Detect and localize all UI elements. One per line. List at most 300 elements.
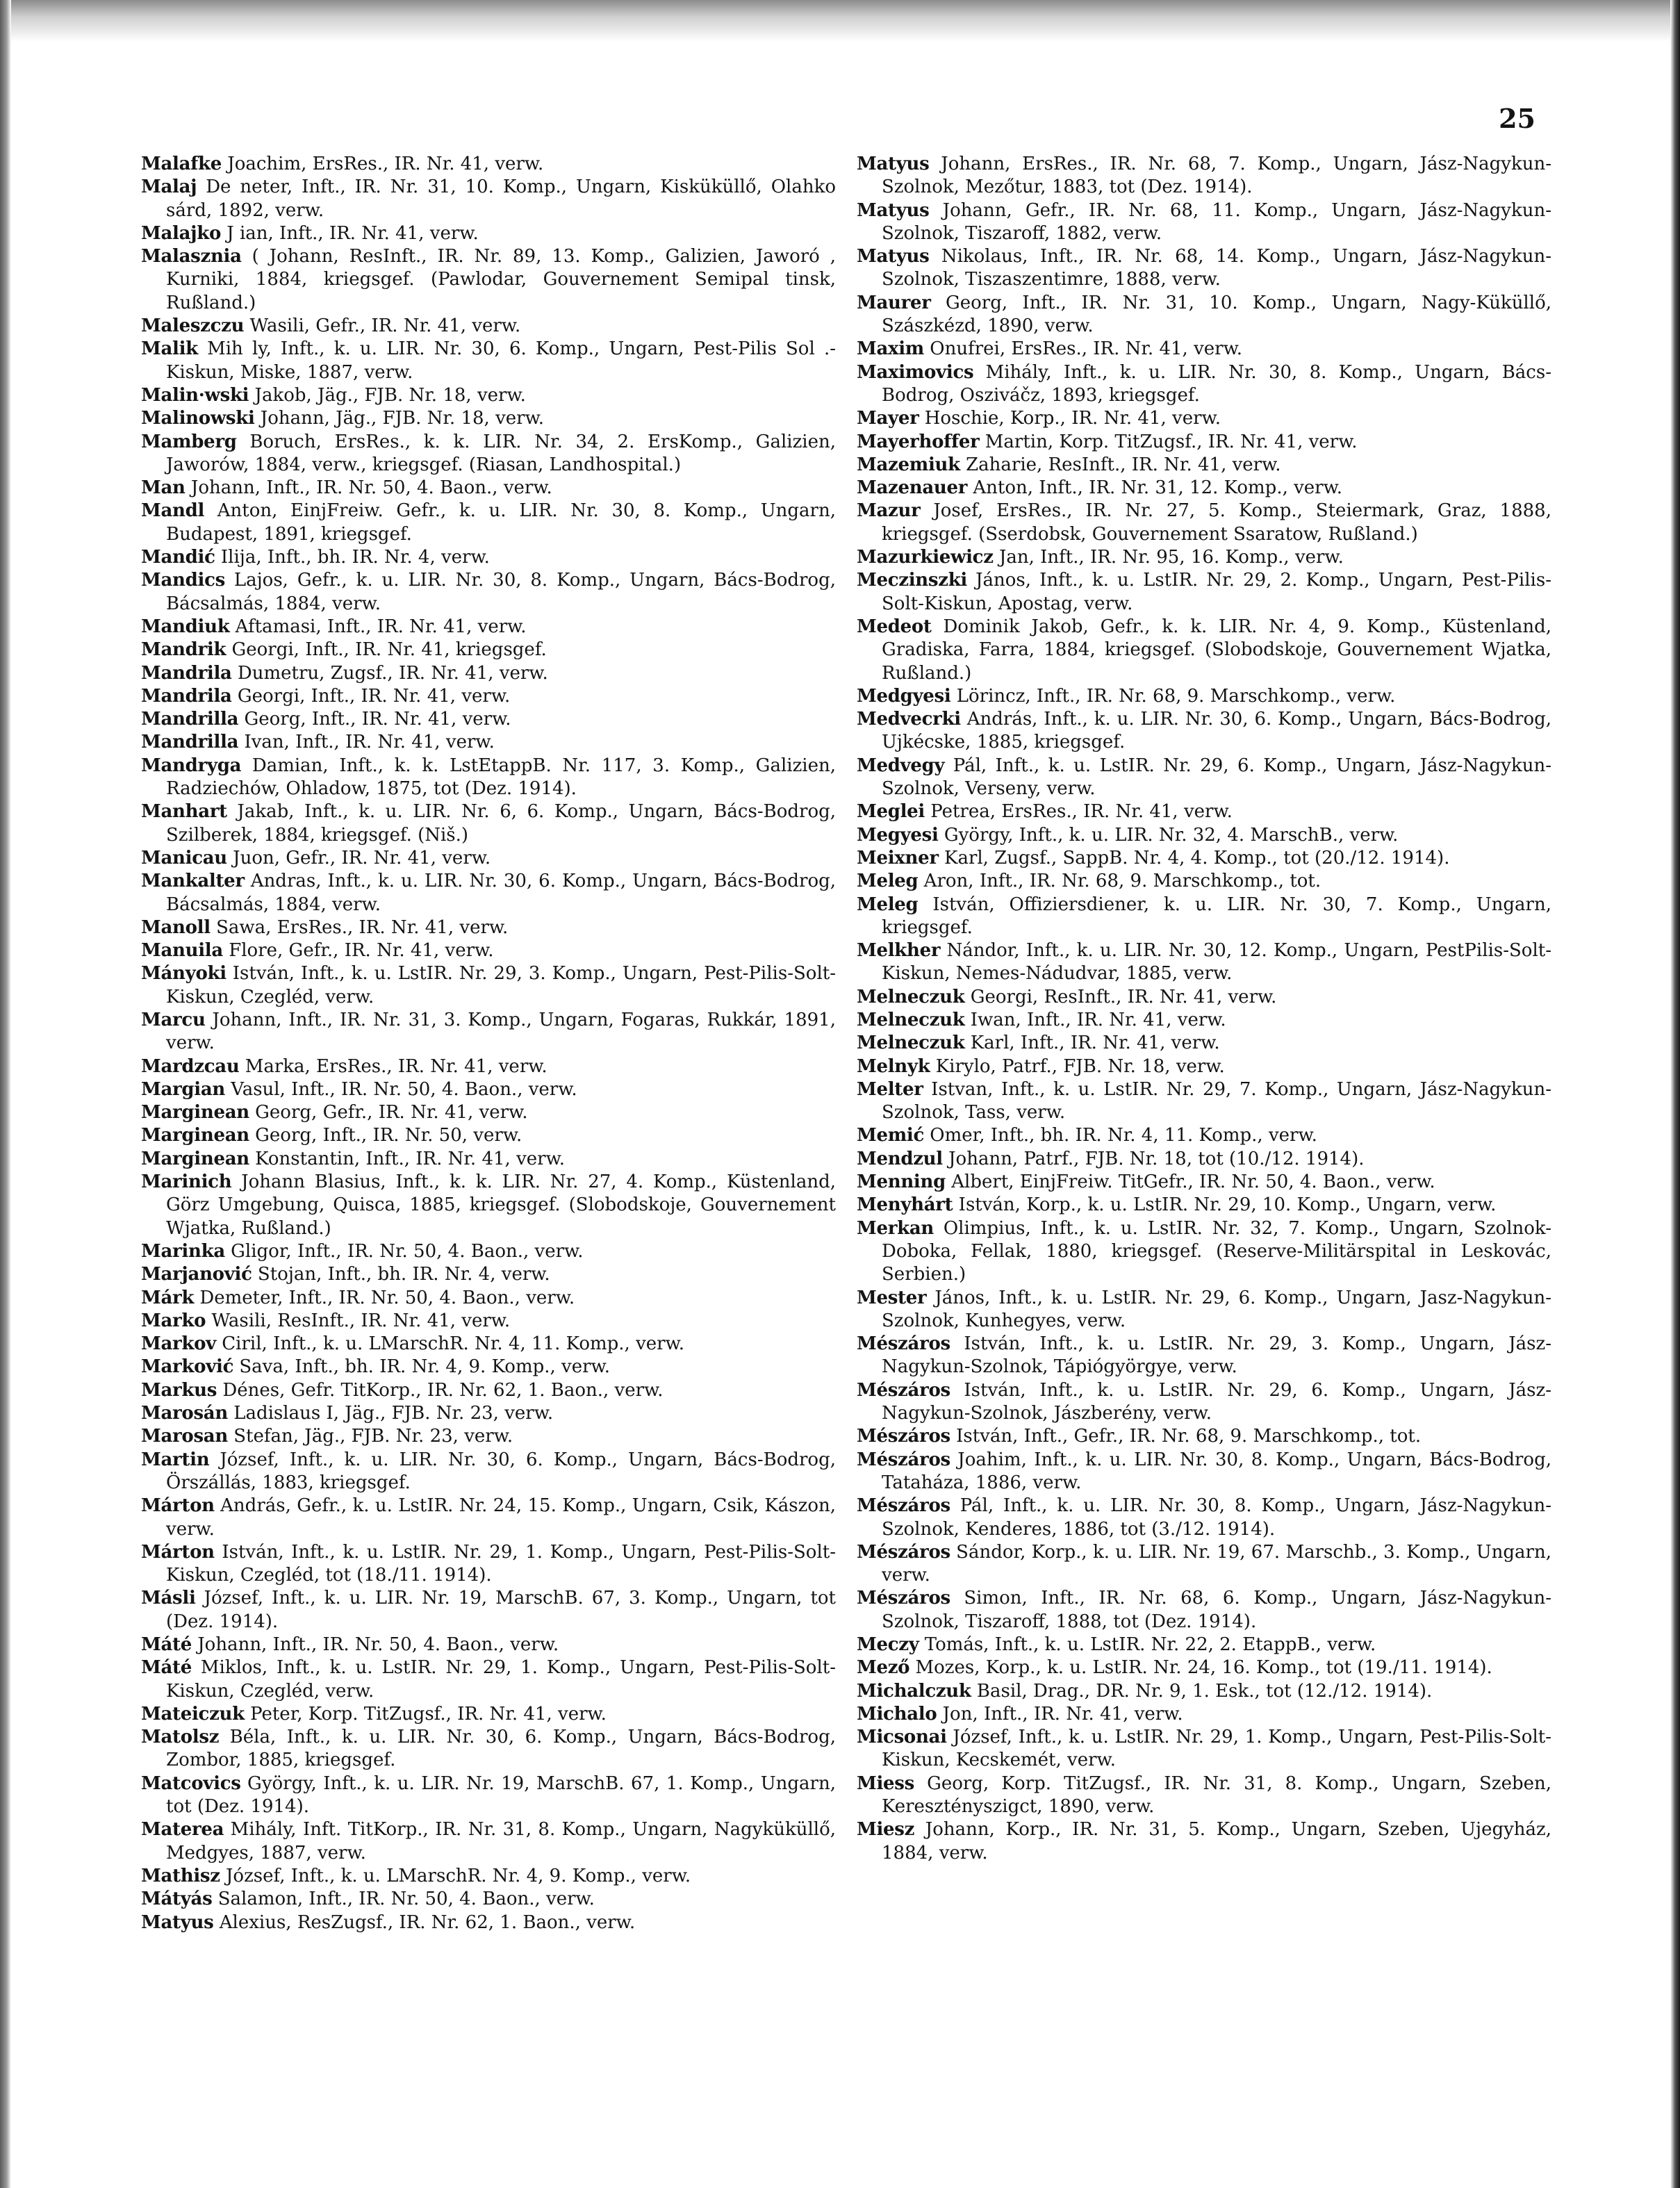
- casualty-entry: [857, 1194, 1551, 1217]
- entry-details: Nándor, Inft., k. u. LIR. Nr. 30, 12. Komp., Ungarn, PestPilis-Solt-Kiskun, Nemes-Nádudvar, 1885, verw.: [882, 940, 1551, 985]
- entry-details: István, Inft., Gefr., IR. Nr. 68, 9. Marschkomp., tot.: [950, 1426, 1422, 1447]
- casualty-entry: [857, 1032, 1551, 1055]
- entry-surname: Michalczuk: [857, 1680, 971, 1702]
- entry-surname: Michalo: [857, 1703, 937, 1725]
- entry-surname: Medgyesi: [857, 685, 951, 707]
- casualty-entry: [857, 685, 1551, 708]
- entry-surname: Mendzul: [857, 1148, 943, 1169]
- entry-surname: Mazenauer: [857, 477, 968, 499]
- entry-surname: Mandrik: [141, 639, 227, 661]
- casualty-entry: [141, 639, 836, 661]
- casualty-entry: [141, 1078, 836, 1101]
- entry-surname: Mazurkiewicz: [857, 547, 994, 568]
- entry-details: Sándor, Korp., k. u. LIR. Nr. 19, 67. Marschb., 3. Komp., Ungarn, verw.: [882, 1541, 1551, 1586]
- casualty-entry: [141, 1240, 836, 1263]
- entry-details: Karl, Zugsf., SappB. Nr. 4, 4. Komp., tot (20./12. 1914).: [938, 847, 1450, 869]
- entry-surname: Mathisz: [141, 1865, 220, 1886]
- entry-details: Hoschie, Korp., IR. Nr. 41, verw.: [919, 408, 1221, 429]
- entry-details: Mihály, Inft., k. u. LIR. Nr. 30, 8. Komp., Ungarn, Bács-Bodrog, Osziváčz, 1893, kriegsgef.: [882, 361, 1551, 406]
- casualty-entry: [857, 1055, 1551, 1078]
- entry-details: Johann, ErsRes., IR. Nr. 68, 7. Komp., Ungarn, Jász-Nagykun-Szolnok, Mezőtur, 1883, tot (Dez. 1914).: [882, 154, 1551, 198]
- casualty-entry: [141, 870, 836, 916]
- casualty-entry: [857, 824, 1551, 847]
- entry-details: György, Inft., k. u. LIR. Nr. 19, MarschB. 67, 1. Komp., Ungarn, tot (Dez. 1914).: [166, 1772, 836, 1818]
- entry-details: Damian, Inft., k. k. LstEtappB. Nr. 117, 3. Komp., Galizien, Radziechów, Ohladow, 1875, tot (Dez. 1914).: [166, 755, 836, 800]
- entry-surname: Marosán: [141, 1403, 228, 1424]
- casualty-entry: [857, 431, 1551, 454]
- entry-details: Georgi, Inft., IR. Nr. 41, kriegsgef.: [226, 639, 547, 661]
- entry-surname: Mészáros: [857, 1379, 950, 1401]
- entry-surname: Melneczuk: [857, 986, 965, 1007]
- entry-surname: Melneczuk: [857, 1009, 965, 1030]
- entry-details: Karl, Inft., IR. Nr. 41, verw.: [964, 1033, 1220, 1054]
- casualty-entry: [857, 1171, 1551, 1194]
- entry-details: Flore, Gefr., IR. Nr. 41, verw.: [222, 940, 494, 962]
- casualty-entry: [141, 1148, 836, 1171]
- entry-details: Johann, Gefr., IR. Nr. 68, 11. Komp., Ungarn, Jász-Nagykun-Szolnok, Tiszaroff, 1882, verw.: [882, 199, 1551, 244]
- entry-surname: Marginean: [141, 1102, 249, 1124]
- entry-surname: Matyus: [141, 1911, 214, 1933]
- casualty-entry: [141, 1818, 836, 1865]
- casualty-entry: [857, 500, 1551, 546]
- casualty-entry: [857, 338, 1551, 361]
- entry-details: Johann, Inft., IR. Nr. 31, 3. Komp., Ungarn, Fogaras, Rukkár, 1891, verw.: [166, 1009, 836, 1054]
- scan-edge-left: [0, 0, 11, 2188]
- casualty-entry: [141, 1310, 836, 1333]
- entry-details: Josef, ErsRes., IR. Nr. 27, 5. Komp., Steiermark, Graz, 1888, kriegsgef. (Sserdobsk, Gouvernement Ssaratow, Rußland.): [882, 500, 1551, 545]
- casualty-entry: [141, 939, 836, 962]
- casualty-entry: [857, 477, 1551, 500]
- entry-surname: Mandrilla: [141, 732, 239, 753]
- casualty-entry: [857, 708, 1551, 755]
- entry-details: Onufrei, ErsRes., IR. Nr. 41, verw.: [924, 338, 1243, 360]
- entry-details: Johann Blasius, Inft., k. k. LIR. Nr. 27, 4. Komp., Küstenland, Görz Umgebung, Quisca, 1885, kriegsgef. (Slobodskoje, Gouvernement Wjatka, Rußland.): [166, 1171, 836, 1239]
- entry-surname: Meleg: [857, 871, 919, 892]
- entry-surname: Marginean: [141, 1125, 249, 1146]
- casualty-entry: [141, 1263, 836, 1286]
- casualty-entry: [857, 939, 1551, 986]
- casualty-entry: [857, 153, 1551, 199]
- entry-surname: Megyesi: [857, 824, 939, 846]
- entry-details: Lajos, Gefr., k. u. LIR. Nr. 30, 8. Komp., Ungarn, Bács-Bodrog, Bácsalmás, 1884, verw.: [166, 570, 836, 614]
- entry-details: Wasili, ResInft., IR. Nr. 41, verw.: [206, 1310, 511, 1331]
- casualty-entry: [857, 1217, 1551, 1287]
- entry-details: Johann, Korp., IR. Nr. 31, 5. Komp., Ungarn, Szeben, Ujegyház, 1884, verw.: [882, 1819, 1551, 1864]
- entry-surname: Mandics: [141, 570, 225, 591]
- casualty-entry: [857, 1772, 1551, 1819]
- entry-surname: Mandrila: [141, 662, 232, 684]
- entry-surname: Melkher: [857, 940, 941, 962]
- casualty-entry: [141, 1865, 836, 1888]
- casualty-entry: [141, 1425, 836, 1448]
- casualty-entry: [857, 1425, 1551, 1448]
- entry-details: J ian, Inft., IR. Nr. 41, verw.: [221, 222, 479, 244]
- casualty-entry: [141, 616, 836, 639]
- entry-details: Anton, EinjFreiw. Gefr., k. u. LIR. Nr. 30, 8. Komp., Ungarn, Budapest, 1891, kriegsgef.: [166, 500, 836, 545]
- casualty-entry: [141, 1449, 836, 1495]
- entry-surname: Mester: [857, 1287, 927, 1308]
- entry-surname: Mészáros: [857, 1426, 950, 1447]
- entry-details: Aftamasi, Inft., IR. Nr. 41, verw.: [229, 616, 527, 637]
- casualty-entry: [857, 1124, 1551, 1147]
- entry-details: Jan, Inft., IR. Nr. 95, 16. Komp., verw.: [993, 547, 1344, 568]
- casualty-entry: [857, 454, 1551, 477]
- entry-surname: Mazemiuk: [857, 454, 960, 475]
- casualty-entry: [857, 1680, 1551, 1703]
- entry-surname: Merkan: [857, 1217, 934, 1239]
- casualty-entry: [141, 384, 836, 407]
- casualty-entry: [141, 315, 836, 338]
- entry-surname: Matyus: [857, 199, 930, 221]
- entry-surname: Medvecrki: [857, 709, 961, 730]
- entry-details: Jakab, Inft., k. u. LIR. Nr. 6, 6. Komp., Ungarn, Bács-Bodrog, Szilberek, 1884, kriegsgef. (Niš.): [166, 801, 836, 846]
- casualty-entry: [141, 1124, 836, 1147]
- casualty-entry: [141, 1402, 836, 1425]
- left-column: [141, 153, 836, 1934]
- entry-details: Nikolaus, Inft., IR. Nr. 68, 14. Komp., Ungarn, Jász-Nagykun-Szolnok, Tiszaszentimre, 1888, verw.: [882, 246, 1551, 290]
- entry-surname: Memić: [857, 1125, 925, 1146]
- casualty-entry: [857, 1009, 1551, 1032]
- casualty-entry: [857, 546, 1551, 569]
- entry-surname: Marinka: [141, 1240, 225, 1262]
- casualty-entry: [857, 1078, 1551, 1125]
- entry-details: István, Inft., k. u. LstIR. Nr. 29, 3. Komp., Ungarn, Jász-Nagykun-Szolnok, Tápiógyörgye, verw.: [882, 1333, 1551, 1378]
- casualty-entry: [141, 1587, 836, 1634]
- entry-details: Georgi, ResInft., IR. Nr. 41, verw.: [964, 986, 1277, 1007]
- casualty-entry: [857, 407, 1551, 430]
- entry-surname: Malinowski: [141, 408, 255, 429]
- entry-details: Boruch, ErsRes., k. k. LIR. Nr. 34, 2. ErsKomp., Galizien, Jaworów, 1884, verw., kriegsgef. (Riasan, Landhospital.): [166, 431, 836, 475]
- entry-surname: Marosan: [141, 1426, 228, 1447]
- entry-details: István, Inft., k. u. LstIR. Nr. 29, 6. Komp., Ungarn, Jász-Nagykun-Szolnok, Jászberény, verw.: [882, 1379, 1551, 1424]
- entry-surname: Márk: [141, 1287, 195, 1308]
- entry-surname: Marcu: [141, 1009, 206, 1030]
- entry-surname: Menning: [857, 1171, 946, 1193]
- casualty-entry: [857, 1449, 1551, 1495]
- entry-surname: Meczy: [857, 1634, 919, 1655]
- entry-surname: Marko: [141, 1310, 206, 1331]
- casualty-entry: [857, 1634, 1551, 1656]
- casualty-entry: [857, 616, 1551, 685]
- entry-surname: Meglei: [857, 801, 925, 823]
- entry-details: József, Inft., k. u. LstIR. Nr. 29, 1. Komp., Ungarn, Pest-Pilis-Solt-Kiskun, Kecskemét, verw.: [882, 1727, 1551, 1771]
- scan-edge-right: [1670, 0, 1680, 2188]
- entry-surname: Márton: [141, 1541, 215, 1563]
- casualty-entry: [857, 1495, 1551, 1541]
- entry-surname: Mandryga: [141, 755, 242, 776]
- casualty-entry: [141, 546, 836, 569]
- entry-details: Basil, Drag., DR. Nr. 9, 1. Esk., tot (12./12. 1914).: [971, 1680, 1433, 1702]
- casualty-entry: [857, 361, 1551, 408]
- entry-details: Alexius, ResZugsf., IR. Nr. 62, 1. Baon., verw.: [213, 1911, 636, 1933]
- entry-surname: Mandrilla: [141, 709, 239, 730]
- entry-surname: Mányoki: [141, 963, 227, 985]
- entry-details: Pál, Inft., k. u. LstIR. Nr. 29, 6. Komp., Ungarn, Jász-Nagykun-Szolnok, Verseny, verw.: [882, 755, 1551, 800]
- entry-surname: Maxim: [857, 338, 925, 360]
- entry-details: Andras, Inft., k. u. LIR. Nr. 30, 6. Komp., Ungarn, Bács-Bodrog, Bácsalmás, 1884, verw.: [166, 871, 836, 915]
- entry-details: Johann, Inft., IR. Nr. 50, 4. Baon., verw.: [185, 477, 552, 499]
- entry-details: Stojan, Inft., bh. IR. Nr. 4, verw.: [252, 1264, 550, 1285]
- entry-details: Ciril, Inft., k. u. LMarschR. Nr. 4, 11. Komp., verw.: [216, 1333, 685, 1355]
- entry-details: Kirylo, Patrf., FJB. Nr. 18, verw.: [930, 1055, 1225, 1077]
- entry-surname: Mateiczuk: [141, 1703, 245, 1725]
- entry-surname: Medeot: [857, 616, 932, 637]
- entry-details: Sava, Inft., bh. IR. Nr. 4, 9. Komp., verw.: [233, 1356, 610, 1378]
- entry-details: Aron, Inft., IR. Nr. 68, 9. Marschkomp., tot.: [918, 871, 1321, 892]
- casualty-entry: [141, 500, 836, 546]
- casualty-entry: [141, 662, 836, 685]
- entry-details: Georgi, Inft., IR. Nr. 41, verw.: [231, 685, 511, 707]
- casualty-entry: [141, 708, 836, 731]
- entry-surname: Meczinszki: [857, 570, 967, 591]
- casualty-entry: [141, 431, 836, 477]
- entry-surname: Micsonai: [857, 1727, 947, 1748]
- entry-surname: Mandrila: [141, 685, 232, 707]
- casualty-entry: [141, 1495, 836, 1541]
- entry-surname: Melneczuk: [857, 1033, 965, 1054]
- entry-surname: Markov: [141, 1333, 216, 1355]
- casualty-entry: [857, 1726, 1551, 1772]
- casualty-entry: [857, 986, 1551, 1009]
- casualty-entry: [141, 916, 836, 939]
- casualty-entry: [857, 1333, 1551, 1379]
- entry-details: ( Johann, ResInft., IR. Nr. 89, 13. Komp., Galizien, Jaworó , Kurniki, 1884, kriegsgef. (Pawlodar, Gouvernement Semipal tinsk, Rußland.): [166, 246, 836, 313]
- entry-details: Joachim, ErsRes., IR. Nr. 41, verw.: [222, 154, 544, 174]
- casualty-entry: [141, 245, 836, 315]
- entry-details: Konstantin, Inft., IR. Nr. 41, verw.: [249, 1148, 566, 1169]
- entry-details: György, Inft., k. u. LIR. Nr. 32, 4. MarschB., verw.: [938, 824, 1399, 846]
- casualty-entry: [141, 731, 836, 754]
- casualty-entry: [857, 1587, 1551, 1634]
- entry-surname: Mészáros: [857, 1541, 950, 1563]
- casualty-entry: [857, 800, 1551, 823]
- casualty-entry: [141, 1055, 836, 1078]
- entry-surname: Meixner: [857, 847, 939, 869]
- casualty-entry: [141, 1726, 836, 1772]
- entry-surname: Mészáros: [857, 1333, 950, 1355]
- entry-details: Jon, Inft., IR. Nr. 41, verw.: [937, 1703, 1183, 1725]
- entry-surname: Matolsz: [141, 1727, 220, 1748]
- entry-details: Zaharie, ResInft., IR. Nr. 41, verw.: [960, 454, 1281, 475]
- entry-surname: Manhart: [141, 801, 227, 823]
- entry-surname: Maleszczu: [141, 315, 245, 337]
- casualty-entry: [857, 1703, 1551, 1726]
- entry-details: Dénes, Gefr. TitKorp., IR. Nr. 62, 1. Baon., verw.: [217, 1379, 664, 1401]
- entry-details: Martin, Korp. TitZugsf., IR. Nr. 41, verw.: [979, 431, 1358, 452]
- entry-details: András, Inft., k. u. LIR. Nr. 30, 6. Komp., Ungarn, Bács-Bodrog, Ujkécske, 1885, kriegsgef.: [882, 709, 1551, 753]
- casualty-entry: [857, 1818, 1551, 1865]
- casualty-entry: [141, 1101, 836, 1124]
- entry-details: János, Inft., k. u. LstIR. Nr. 29, 2. Komp., Ungarn, Pest-Pilis-Solt-Kiskun, Apostag, verw.: [882, 570, 1551, 614]
- casualty-entry: [141, 407, 836, 430]
- casualty-entry: [141, 1287, 836, 1310]
- entry-details: István, Offiziersdiener, k. u. LIR. Nr. 30, 7. Komp., Ungarn, kriegsgef.: [882, 894, 1551, 938]
- entry-details: Dominik Jakob, Gefr., k. k. LIR. Nr. 4, 9. Komp., Küstenland, Gradiska, Farra, 1884, kriegsgef. (Slobodskoje, Gouvernement Wjatka, Rußland.): [882, 616, 1551, 684]
- casualty-entry: [141, 1772, 836, 1819]
- entry-surname: Man: [141, 477, 186, 499]
- casualty-entry: [857, 292, 1551, 338]
- entry-details: Marka, ErsRes., IR. Nr. 41, verw.: [239, 1055, 547, 1077]
- entry-details: Jakob, Jäg., FJB. Nr. 18, verw.: [249, 384, 526, 406]
- entry-surname: Marginean: [141, 1148, 249, 1169]
- casualty-entry: [141, 338, 836, 384]
- entry-details: István, Inft., k. u. LstIR. Nr. 29, 1. Komp., Ungarn, Pest-Pilis-Solt-Kiskun, Czegléd, tot (18./11. 1914).: [166, 1541, 836, 1586]
- scan-edge-top: [0, 0, 1680, 42]
- casualty-entry: [857, 1541, 1551, 1588]
- entry-details: Mih ly, Inft., k. u. LIR. Nr. 30, 6. Komp., Ungarn, Pest-Pilis Sol .-Kiskun, Miske, 1887, verw.: [166, 338, 836, 383]
- entry-details: Joahim, Inft., k. u. LIR. Nr. 30, 8. Komp., Ungarn, Bács-Bodrog, Tataháza, 1886, verw.: [882, 1449, 1551, 1493]
- entry-surname: Mandiuk: [141, 616, 230, 637]
- entry-surname: Márton: [141, 1495, 215, 1517]
- casualty-entry: [141, 477, 836, 500]
- entry-details: Simon, Inft., IR. Nr. 68, 6. Komp., Ungarn, Jász-Nagykun-Szolnok, Tiszaroff, 1888, tot (Dez. 1914).: [882, 1588, 1551, 1632]
- entry-details: Georg, Inft., IR. Nr. 41, verw.: [238, 709, 511, 730]
- entry-details: Béla, Inft., k. u. LIR. Nr. 30, 6. Komp., Ungarn, Bács-Bodrog, Zombor, 1885, kriegsgef.: [166, 1727, 836, 1771]
- entry-surname: Mazur: [857, 500, 921, 522]
- entry-surname: Manicau: [141, 847, 227, 869]
- entry-surname: Menyhárt: [857, 1194, 953, 1216]
- casualty-entry: [141, 1888, 836, 1911]
- casualty-entry: [857, 870, 1551, 893]
- entry-details: Tomás, Inft., k. u. LstIR. Nr. 22, 2. EtappB., verw.: [919, 1634, 1376, 1655]
- entry-surname: Malaj: [141, 176, 197, 198]
- casualty-entry: [141, 1379, 836, 1402]
- casualty-entry: [857, 847, 1551, 870]
- entry-details: De neter, Inft., IR. Nr. 31, 10. Komp., Ungarn, Kisküküllő, Olahko sárd, 1892, verw.: [166, 176, 836, 221]
- casualty-entry: [857, 755, 1551, 801]
- entry-surname: Matcovics: [141, 1772, 241, 1794]
- entry-details: Georg, Korp. TitZugsf., IR. Nr. 31, 8. Komp., Ungarn, Szeben, Keresztényszigct, 1890, verw.: [882, 1772, 1551, 1818]
- entry-details: Juon, Gefr., IR. Nr. 41, verw.: [227, 847, 491, 869]
- entry-surname: Mészáros: [857, 1588, 950, 1609]
- entry-surname: Mayerhoffer: [857, 431, 980, 452]
- entry-details: Johann, Inft., IR. Nr. 50, 4. Baon., verw.: [191, 1634, 559, 1655]
- casualty-entry: [857, 1656, 1551, 1679]
- entry-surname: Markus: [141, 1379, 217, 1401]
- entry-details: Albert, EinjFreiw. TitGefr., IR. Nr. 50, 4. Baon., verw.: [946, 1171, 1435, 1193]
- entry-details: Salamon, Inft., IR. Nr. 50, 4. Baon., verw.: [212, 1889, 595, 1910]
- entry-details: József, Inft., k. u. LMarschR. Nr. 4, 9. Komp., verw.: [220, 1865, 691, 1886]
- casualty-entry: [141, 1634, 836, 1656]
- entry-details: Istvan, Inft., k. u. LstIR. Nr. 29, 7. Komp., Ungarn, Jász-Nagykun-Szolnok, Tass, verw.: [882, 1078, 1551, 1124]
- entry-surname: Miess: [857, 1772, 914, 1794]
- entry-surname: Másli: [141, 1588, 196, 1609]
- casualty-entry: [141, 1171, 836, 1240]
- entry-surname: Mankalter: [141, 871, 245, 892]
- entry-details: Peter, Korp. TitZugsf., IR. Nr. 41, verw.: [244, 1703, 607, 1725]
- entry-details: József, Inft., k. u. LIR. Nr. 19, MarschB. 67, 3. Komp., Ungarn, tot (Dez. 1914).: [166, 1588, 836, 1632]
- entry-details: Georg, Inft., IR. Nr. 50, verw.: [249, 1125, 522, 1146]
- entry-surname: Mandić: [141, 547, 215, 568]
- casualty-entry: [141, 1541, 836, 1588]
- entry-details: Pál, Inft., k. u. LIR. Nr. 30, 8. Komp., Ungarn, Jász-Nagykun-Szolnok, Kenderes, 1886, tot (3./12. 1914).: [882, 1495, 1551, 1540]
- casualty-entry: [857, 199, 1551, 246]
- entry-details: József, Inft., k. u. LIR. Nr. 30, 6. Komp., Ungarn, Bács-Bodrog, Örszállás, 1883, kriegsgef.: [166, 1449, 836, 1493]
- entry-surname: Mészáros: [857, 1495, 950, 1517]
- entry-surname: Materea: [141, 1819, 224, 1841]
- casualty-entry: [141, 1656, 836, 1703]
- casualty-entry: [141, 755, 836, 801]
- entry-details: Wasili, Gefr., IR. Nr. 41, verw.: [244, 315, 521, 337]
- entry-surname: Máté: [141, 1634, 192, 1655]
- casualty-entry: [141, 1356, 836, 1379]
- entry-details: Stefan, Jäg., FJB. Nr. 23, verw.: [227, 1426, 513, 1447]
- casualty-entry: [141, 176, 836, 222]
- entry-details: Ivan, Inft., IR. Nr. 41, verw.: [238, 732, 495, 753]
- entry-surname: Manoll: [141, 916, 211, 938]
- casualty-entry: [857, 245, 1551, 292]
- entry-surname: Malin·wski: [141, 384, 249, 406]
- entry-details: Petrea, ErsRes., IR. Nr. 41, verw.: [925, 801, 1233, 823]
- entry-details: András, Gefr., k. u. LstIR. Nr. 24, 15. Komp., Ungarn, Csik, Kászon, verw.: [166, 1495, 836, 1540]
- casualty-entry: [857, 1379, 1551, 1426]
- casualty-entry: [857, 894, 1551, 940]
- entry-details: Mozes, Korp., k. u. LstIR. Nr. 24, 16. Komp., tot (19./11. 1914).: [909, 1657, 1492, 1679]
- casualty-entry: [141, 685, 836, 708]
- entry-surname: Mészáros: [857, 1449, 950, 1470]
- casualty-entry: [141, 1911, 836, 1934]
- casualty-entry: [141, 847, 836, 870]
- casualty-entry: [857, 569, 1551, 616]
- entry-surname: Maurer: [857, 292, 931, 313]
- entry-details: Anton, Inft., IR. Nr. 31, 12. Komp., verw.: [967, 477, 1343, 499]
- entry-details: Johann, Patrf., FJB. Nr. 18, tot (10./12. 1914).: [942, 1148, 1365, 1169]
- casualty-entry: [857, 1148, 1551, 1171]
- casualty-entry: [857, 1287, 1551, 1333]
- entry-surname: Marinich: [141, 1171, 232, 1193]
- entry-surname: Medvegy: [857, 755, 945, 776]
- entry-surname: Matyus: [857, 154, 930, 174]
- entry-details: István, Inft., k. u. LstIR. Nr. 29, 3. Komp., Ungarn, Pest-Pilis-Solt-Kiskun, Czegléd, verw.: [166, 963, 836, 1007]
- entry-surname: Meleg: [857, 894, 919, 915]
- entry-surname: Melter: [857, 1078, 923, 1100]
- entry-surname: Malajko: [141, 222, 222, 244]
- entry-surname: Mamberg: [141, 431, 237, 452]
- entry-details: Omer, Inft., bh. IR. Nr. 4, 11. Komp., verw.: [924, 1125, 1317, 1146]
- entry-surname: Miesz: [857, 1819, 915, 1841]
- entry-details: Gligor, Inft., IR. Nr. 50, 4. Baon., verw.: [224, 1240, 584, 1262]
- entry-details: Sawa, ErsRes., IR. Nr. 41, verw.: [210, 916, 509, 938]
- entry-surname: Malik: [141, 338, 198, 360]
- entry-surname: Mező: [857, 1657, 910, 1679]
- entry-surname: Manuila: [141, 940, 223, 962]
- entry-details: Dumetru, Zugsf., IR. Nr. 41, verw.: [231, 662, 548, 684]
- entry-details: Vasul, Inft., IR. Nr. 50, 4. Baon., verw.: [225, 1078, 577, 1100]
- casualty-entry: [141, 1333, 836, 1356]
- casualty-entry: [141, 1703, 836, 1726]
- entry-surname: Maximovics: [857, 361, 974, 383]
- entry-surname: Mardzcau: [141, 1055, 240, 1077]
- entry-details: Ladislaus I, Jäg., FJB. Nr. 23, verw.: [227, 1403, 554, 1424]
- entry-surname: Marković: [141, 1356, 234, 1378]
- entry-surname: Martin: [141, 1449, 210, 1470]
- entry-surname: Mátyás: [141, 1889, 213, 1910]
- entry-details: István, Korp., k. u. LstIR. Nr. 29, 10. Komp., Ungarn, verw.: [953, 1194, 1497, 1216]
- casualty-entry: [141, 800, 836, 847]
- entry-surname: Melnyk: [857, 1055, 930, 1077]
- entry-surname: Malasznia: [141, 246, 242, 268]
- casualty-entry: [141, 1009, 836, 1055]
- page-number: 25: [1499, 103, 1535, 134]
- entry-details: Lörincz, Inft., IR. Nr. 68, 9. Marschkomp., verw.: [950, 685, 1396, 707]
- right-column: [857, 153, 1551, 1865]
- entry-details: Olimpius, Inft., k. u. LstIR. Nr. 32, 7. Komp., Ungarn, Szolnok-Doboka, Fellak, 1880, kriegsgef. (Reserve-Militärspital in Leskovác, Serbien.): [882, 1217, 1551, 1285]
- entry-details: János, Inft., k. u. LstIR. Nr. 29, 6. Komp., Ungarn, Jasz-Nagykun-Szolnok, Kunhegyes, verw.: [882, 1287, 1551, 1331]
- entry-surname: Marjanović: [141, 1264, 252, 1285]
- casualty-entry: [141, 153, 836, 176]
- entry-details: Johann, Jäg., FJB. Nr. 18, verw.: [254, 408, 545, 429]
- entry-details: Georg, Gefr., IR. Nr. 41, verw.: [249, 1102, 528, 1124]
